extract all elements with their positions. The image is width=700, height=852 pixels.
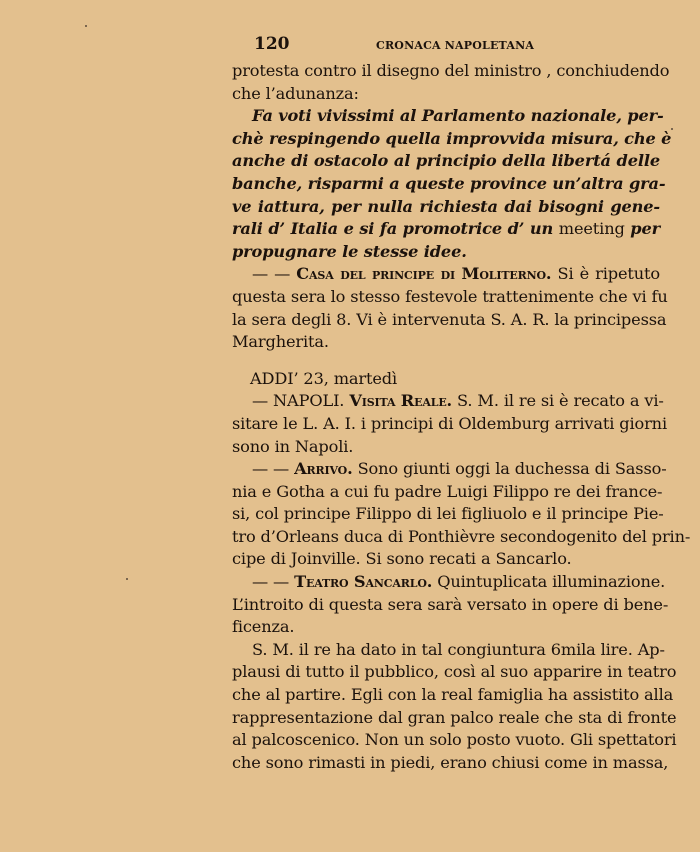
text-line: cipe di Joinville. Si sono recati a Sancarlo.	[232, 549, 572, 569]
running-title: CRONACA NAPOLETANA	[376, 39, 535, 52]
paragraph-napoli	[232, 390, 667, 458]
em-dash: — —	[252, 459, 290, 479]
text-line: che al partire. Egli con la real famiglia ha assistito alla	[232, 685, 674, 705]
date-heading: ADDI’ 23, martedì	[250, 368, 398, 388]
page-number: 120	[254, 34, 290, 54]
em-dash: — —	[252, 572, 290, 592]
text-line: che sono rimasti in piedi, erano chiusi come in massa,	[232, 752, 669, 772]
text-line	[232, 458, 667, 481]
text-line: Margherita.	[232, 332, 329, 352]
text-line: tro d’Orleans duca di Ponthièvre secondogenito del prin-	[232, 526, 691, 546]
text-line: plausi di tutto il pubblico, così al suo apparire in teatro	[232, 662, 677, 682]
text-line: si, col principe Filippo di lei figliuolo e il principe Pie-	[232, 504, 664, 524]
text-line: sitare le L. A. I. i principi di Oldemburg arrivati giorni	[232, 413, 667, 433]
section-heading: Teatro Sancarlo.	[294, 572, 433, 592]
section-heading: Arrivo.	[294, 459, 353, 479]
text-line	[232, 571, 666, 594]
text-line: ficenza.	[232, 617, 295, 637]
paper-speck	[671, 128, 673, 130]
place-name: NAPOLI.	[273, 391, 345, 411]
section-heading: Visita Reale.	[349, 391, 453, 411]
text-fragment: Quintuplicata illuminazione.	[437, 572, 666, 592]
paragraph-teatro	[232, 571, 669, 639]
text-line: rappresentazione dal gran palco reale che sta di fronte	[232, 707, 677, 727]
page-header	[232, 34, 660, 60]
text-line: S. M. il re ha dato in tal congiuntura 6mila lire. Ap-	[252, 639, 665, 659]
text-fragment: per	[630, 219, 660, 239]
text-line: propugnare le stesse idee.	[232, 241, 467, 261]
text-fragment: rali d’ Italia e si fa promotrice d’ un	[232, 219, 554, 239]
text-fragment: Si è ripetuto	[557, 264, 660, 284]
text-line: anche di ostacolo al principio della libertá delle	[232, 151, 660, 171]
text-line: la sera degli 8. Vi è intervenuta S. A. R. la principessa	[232, 309, 667, 329]
text-line: nia e Gotha a cui fu padre Luigi Filippo re dei france-	[232, 481, 663, 501]
text-line: Fa voti vivissimi al Parlamento nazionale, per-	[252, 106, 664, 126]
paragraph-sm	[232, 639, 677, 775]
text-line: banche, risparmi a queste province un’altra gra-	[232, 173, 666, 193]
text-line	[232, 263, 660, 286]
text-line	[232, 390, 664, 413]
text-line: che l’adunanza:	[232, 83, 359, 103]
paragraph-protest	[232, 60, 670, 105]
text-line: sono in Napoli.	[232, 436, 354, 456]
text-line: ve iattura, per nulla richiesta dai bisogni gene-	[232, 196, 660, 216]
text-line: questa sera lo stesso festevole trattenimente che vi fu	[232, 286, 668, 306]
text-fragment: Sono giunti oggi la duchessa di Sasso-	[357, 459, 667, 479]
text-line: chè respingendo quella improvvida misura, che è	[232, 128, 672, 148]
text-line	[232, 218, 660, 241]
paper-speck	[126, 578, 128, 580]
paragraph-arrivo	[232, 458, 691, 571]
paper-speck	[85, 25, 87, 27]
section-heading: Casa del principe di Moliterno.	[296, 264, 552, 284]
text-fragment: S. M. il re si è recato a vi-	[457, 391, 664, 411]
paragraph-resolution	[232, 105, 672, 263]
em-dash: — —	[252, 264, 291, 284]
book-page	[232, 34, 691, 774]
text-line: protesta contro il disegno del ministro , conchiudendo	[232, 61, 670, 80]
text-fragment-upright: meeting	[558, 219, 625, 239]
text-line: al palcoscenico. Non un solo posto vuoto. Gli spettatori	[232, 730, 677, 750]
text-line: L’introito di questa sera sarà versato in opere di bene-	[232, 594, 669, 614]
paragraph-moliterno	[232, 263, 668, 353]
em-dash: —	[252, 391, 269, 411]
spacer	[232, 354, 660, 368]
